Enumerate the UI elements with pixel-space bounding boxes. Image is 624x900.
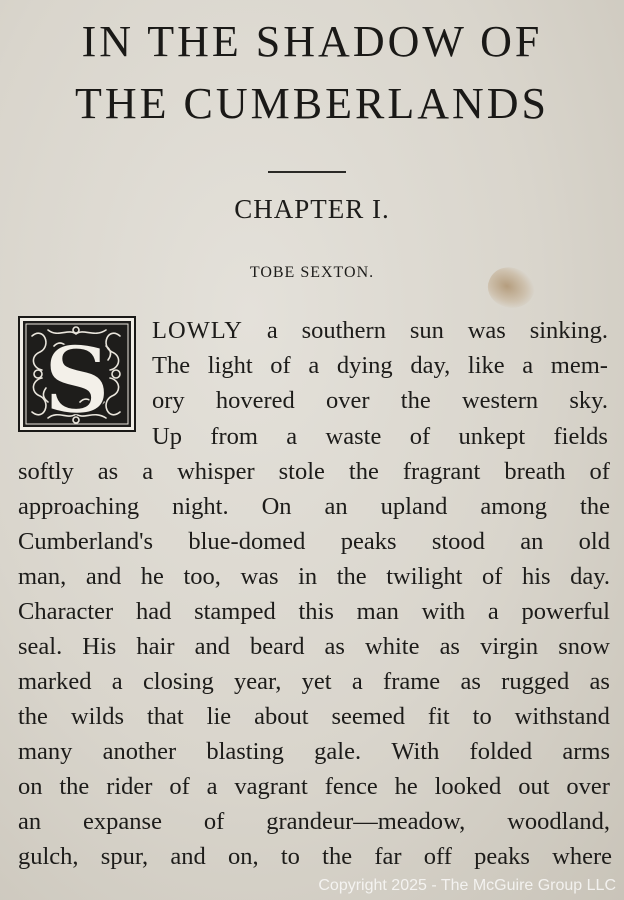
word: of	[481, 563, 503, 590]
text-line	[18, 740, 610, 765]
word: far	[374, 843, 402, 870]
word: he	[140, 563, 164, 590]
word: peaks	[474, 843, 530, 870]
drop-cap-letter: S	[43, 326, 111, 432]
word: off	[423, 843, 452, 870]
word: with	[421, 598, 466, 625]
word: night.	[172, 493, 229, 520]
word: stood	[431, 528, 485, 555]
word: the	[18, 703, 48, 730]
word: softly	[18, 458, 74, 485]
word: as	[324, 633, 345, 660]
word: powerful	[521, 598, 610, 625]
word: was	[467, 317, 506, 344]
text-line	[152, 389, 608, 414]
text-line	[152, 319, 608, 344]
word: and	[170, 843, 206, 870]
text-line	[152, 425, 608, 450]
word: lie	[206, 703, 232, 730]
word: whisper	[177, 458, 255, 485]
word: out	[518, 773, 550, 800]
copyright-watermark: Copyright 2025 - The McGuire Group LLC	[318, 877, 616, 894]
word: LOWLY	[152, 317, 243, 344]
word: Up	[152, 423, 182, 450]
word: seemed	[331, 703, 405, 730]
word: snow	[558, 633, 610, 660]
word: expanse	[83, 808, 162, 835]
word: blue-domed	[188, 528, 306, 555]
word: seal.	[18, 633, 63, 660]
word: the	[348, 458, 379, 485]
word: that	[146, 703, 184, 730]
word: a	[286, 423, 298, 450]
word: over	[566, 773, 610, 800]
word: and	[194, 633, 230, 660]
word: like	[467, 352, 505, 379]
word: dying	[336, 352, 393, 379]
word: of	[270, 352, 291, 379]
word: the	[580, 493, 610, 520]
word: spur,	[100, 843, 149, 870]
book-title-line-2: THE CUMBERLANDS	[74, 79, 550, 128]
word: as	[589, 668, 610, 695]
word: approaching	[18, 493, 140, 520]
word: mem-	[550, 352, 608, 379]
word: waste	[325, 423, 382, 450]
word: another	[102, 738, 177, 765]
text-line	[18, 775, 610, 800]
word: frame	[383, 668, 441, 695]
word: His	[82, 633, 117, 660]
word: hair	[136, 633, 175, 660]
word: hovered	[215, 387, 295, 414]
word: an	[324, 493, 348, 520]
word: the	[400, 387, 431, 414]
word: breath	[504, 458, 566, 485]
word: fields	[553, 423, 608, 450]
word: upland	[380, 493, 448, 520]
word: and	[85, 563, 122, 590]
word: a	[111, 668, 123, 695]
word: had	[135, 598, 172, 625]
word: woodland,	[507, 808, 610, 835]
word: of	[169, 773, 190, 800]
word: of	[203, 808, 225, 835]
word: fragrant	[402, 458, 481, 485]
word: The	[152, 352, 191, 379]
text-line	[18, 530, 610, 555]
word: western	[461, 387, 539, 414]
word: his	[521, 563, 551, 590]
text-line	[18, 845, 612, 870]
word: where	[552, 843, 612, 870]
word: too,	[183, 563, 221, 590]
word: a	[351, 668, 363, 695]
word: a	[142, 458, 154, 485]
word: Character	[18, 598, 114, 625]
word: gulch,	[18, 843, 79, 870]
word: light	[207, 352, 253, 379]
word: he	[394, 773, 418, 800]
word: on,	[227, 843, 259, 870]
word: fence	[324, 773, 378, 800]
word: marked	[18, 668, 92, 695]
word: old	[578, 528, 610, 555]
word: grandeur—meadow,	[266, 808, 466, 835]
word: unkept	[458, 423, 526, 450]
word: On	[261, 493, 292, 520]
word: yet	[301, 668, 332, 695]
word: rider	[106, 773, 153, 800]
word: looked	[434, 773, 502, 800]
word: With	[391, 738, 440, 765]
word: wilds	[70, 703, 124, 730]
title-divider	[268, 171, 346, 173]
word: day.	[570, 563, 610, 590]
word: among	[480, 493, 548, 520]
word: stamped	[194, 598, 276, 625]
word: southern	[301, 317, 386, 344]
word: the	[322, 843, 353, 870]
word: a	[522, 352, 534, 379]
text-line	[18, 810, 610, 835]
word: arms	[562, 738, 610, 765]
word: of	[409, 423, 431, 450]
text-line	[152, 354, 608, 379]
word: was	[240, 563, 279, 590]
word: an	[520, 528, 544, 555]
word: beard	[250, 633, 305, 660]
word: as	[439, 633, 460, 660]
word: a	[206, 773, 218, 800]
text-line	[18, 495, 610, 520]
word: day,	[410, 352, 451, 379]
word: vagrant	[234, 773, 308, 800]
word: the	[59, 773, 90, 800]
word: a	[487, 598, 499, 625]
word: to	[472, 703, 492, 730]
chapter-heading: CHAPTER I.	[234, 194, 390, 224]
word: this	[298, 598, 334, 625]
word: rugged	[501, 668, 570, 695]
word: of	[589, 458, 610, 485]
word: peaks	[340, 528, 397, 555]
word: stole	[278, 458, 325, 485]
word: over	[326, 387, 370, 414]
word: white	[365, 633, 420, 660]
text-line	[18, 635, 610, 660]
word: a	[308, 352, 320, 379]
word: blasting	[206, 738, 284, 765]
word: twilight	[386, 563, 463, 590]
word: sun	[409, 317, 444, 344]
word: virgin	[480, 633, 539, 660]
word: folded	[469, 738, 533, 765]
book-title-line-1: IN THE SHADOW OF	[81, 17, 543, 66]
word: as	[460, 668, 481, 695]
word: ory	[152, 387, 185, 414]
word: year,	[234, 668, 282, 695]
word: man	[356, 598, 399, 625]
text-line	[18, 460, 610, 485]
word: withstand	[514, 703, 610, 730]
word: fit	[427, 703, 450, 730]
word: sinking.	[529, 317, 608, 344]
word: an	[18, 808, 42, 835]
word: man,	[18, 563, 67, 590]
word: gale.	[314, 738, 362, 765]
word: from	[210, 423, 258, 450]
word: Cumberland's	[18, 528, 154, 555]
word: closing	[142, 668, 214, 695]
text-line	[18, 600, 610, 625]
word: as	[97, 458, 119, 485]
word: to	[280, 843, 300, 870]
word: in	[298, 563, 318, 590]
word: the	[336, 563, 367, 590]
word: many	[18, 738, 73, 765]
text-line	[18, 565, 610, 590]
word: on	[18, 773, 43, 800]
text-line	[18, 705, 610, 730]
word: a	[266, 317, 278, 344]
chapter-subheading: TOBE SEXTON.	[249, 264, 375, 281]
ornamental-drop-cap	[18, 316, 136, 432]
word: about	[254, 703, 309, 730]
word: sky.	[569, 387, 608, 414]
text-line	[18, 670, 610, 695]
